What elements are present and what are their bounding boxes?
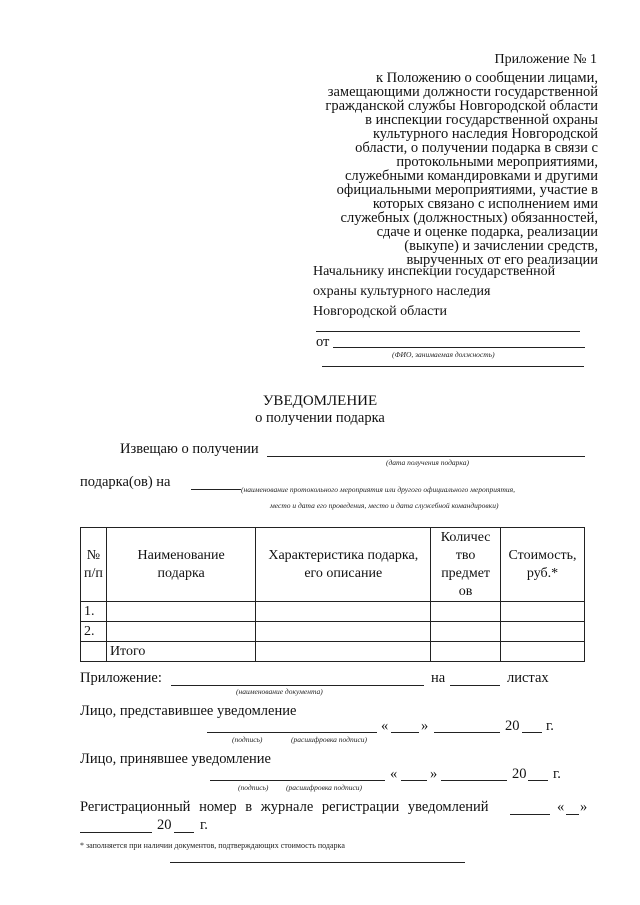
header-name: Наименование подарка: [106, 528, 255, 602]
appendix-line: служебных (должностных) обязанностей,: [340, 210, 598, 226]
appendix-line: к Положению о сообщении лицами,: [375, 70, 598, 86]
gift-date-field[interactable]: [267, 456, 585, 457]
attachment-doc-field[interactable]: [171, 685, 424, 686]
appendix-title: Приложение № 1: [494, 52, 597, 67]
event-hint-1: (наименование протокольного мероприятия или другого официального мероприятия,: [241, 485, 516, 494]
inform-label: Извещаю о получении: [120, 441, 259, 457]
registration-year-suffix: г.: [200, 817, 208, 833]
from-field-extra[interactable]: [322, 366, 584, 367]
registration-day-field[interactable]: [566, 814, 579, 815]
row-number: 2.: [81, 622, 107, 642]
registration-quote-close: »: [580, 799, 588, 815]
event-hint-2: место и дата его проведения, место и дата служебной командировки): [270, 501, 499, 510]
registration-month-field[interactable]: [80, 832, 152, 833]
from-hint: (ФИО, занимаемая должность): [392, 350, 495, 359]
registration-year-prefix: 20: [157, 817, 172, 833]
from-label: от: [316, 334, 330, 350]
receiver-year-prefix: 20: [512, 766, 527, 782]
registration-label: Регистрационный номер в журнале регистрации уведомлений: [80, 799, 489, 815]
footnote: * заполняется при наличии документов, подтверждающих стоимость подарка: [80, 841, 345, 850]
appendix-line: вырученных от его реализации: [406, 252, 598, 268]
gift-date-hint: (дата получения подарка): [386, 458, 469, 467]
registration-number-field[interactable]: [510, 814, 550, 815]
submitter-label: Лицо, представившее уведомление: [80, 703, 297, 719]
footer-rule: [170, 862, 465, 863]
receiver-label: Лицо, принявшее уведомление: [80, 751, 271, 767]
cell-quantity[interactable]: [431, 602, 501, 622]
receiver-quote-open: «: [390, 766, 398, 782]
receiver-year-suffix: г.: [553, 766, 561, 782]
table-row: [81, 602, 585, 622]
receiver-signature-hint: (подпись): [238, 783, 269, 792]
receiver-quote-close: »: [430, 766, 438, 782]
notice-subtitle: о получении подарка: [255, 410, 385, 426]
total-empty-cell: [81, 642, 107, 662]
submitter-quote-close: »: [421, 718, 429, 734]
cell-cost[interactable]: [501, 602, 585, 622]
header-description: Характеристика подарка, его описание: [256, 528, 431, 602]
cell-quantity[interactable]: [431, 622, 501, 642]
submitter-year-prefix: 20: [505, 718, 520, 734]
submitter-decode-hint: (расшифровка подписи): [291, 735, 368, 744]
gifts-table: [80, 527, 585, 662]
addressee-line: охраны культурного наследия: [313, 284, 491, 299]
addressee-line: Новгородской области: [313, 304, 447, 319]
header-quantity: Количес тво предмет ов: [431, 528, 501, 602]
appendix-line: гражданской службы Новгородской области: [325, 98, 598, 114]
submitter-year-field[interactable]: [522, 732, 542, 733]
submitter-month-field[interactable]: [434, 732, 500, 733]
cell-cost[interactable]: [501, 622, 585, 642]
receiver-day-field[interactable]: [401, 780, 427, 781]
appendix-line: области, о получении подарка в связи с: [355, 140, 598, 156]
submitter-signature-field[interactable]: [207, 732, 377, 733]
gifts-on-label: подарка(ов) на: [80, 474, 171, 490]
from-field[interactable]: [333, 347, 585, 348]
attachment-sheets-field[interactable]: [450, 685, 500, 686]
submitter-day-field[interactable]: [391, 732, 419, 733]
attachment-doc-hint: (наименование документа): [236, 687, 323, 696]
total-cost[interactable]: [501, 642, 585, 662]
attachment-label: Приложение:: [80, 670, 162, 686]
cell-name[interactable]: [106, 622, 255, 642]
attachment-sheets-label: листах: [507, 670, 549, 686]
appendix-text: [268, 71, 598, 267]
submitter-year-suffix: г.: [546, 718, 554, 734]
appendix-line: (выкупе) и зачислении средств,: [404, 238, 598, 254]
addressee-line: Начальнику инспекции государственной: [313, 264, 556, 279]
cell-description[interactable]: [256, 602, 431, 622]
header-cost: Стоимость, руб.*: [501, 528, 585, 602]
receiver-month-field[interactable]: [441, 780, 507, 781]
registration-year-field[interactable]: [174, 832, 194, 833]
total-quantity[interactable]: [431, 642, 501, 662]
addressee: [313, 262, 613, 322]
appendix-line: культурного наследия Новгородской: [372, 126, 598, 142]
appendix-line: которых связано с исполнением ими: [372, 196, 598, 212]
notice-title: УВЕДОМЛЕНИЕ: [262, 393, 378, 409]
table-row: [81, 622, 585, 642]
receiver-decode-hint: (расшифровка подписи): [286, 783, 363, 792]
event-field[interactable]: [191, 489, 241, 490]
table-total-row: [81, 642, 585, 662]
registration-quote-open: «: [557, 799, 565, 815]
total-label: Итого: [106, 642, 255, 662]
appendix-line: в инспекции государственной охраны: [365, 112, 598, 128]
table-header-row: [81, 528, 585, 602]
cell-description[interactable]: [256, 622, 431, 642]
total-description[interactable]: [256, 642, 431, 662]
appendix-line: служебными командировками и другими: [344, 168, 598, 184]
submitter-signature-hint: (подпись): [232, 735, 263, 744]
appendix-line: сдаче и оценке подарка, реализации: [376, 224, 598, 240]
submitter-quote-open: «: [381, 718, 389, 734]
appendix-line: протокольными мероприятиями,: [396, 154, 598, 170]
header-num: № п/п: [81, 528, 107, 602]
appendix-line: замещающими должности государственной: [327, 84, 598, 100]
attachment-on-label: на: [431, 670, 446, 686]
receiver-signature-field[interactable]: [210, 780, 385, 781]
addressee-blank-line[interactable]: [316, 331, 580, 332]
appendix-line: официальными мероприятиями, участие в: [336, 182, 598, 198]
cell-name[interactable]: [106, 602, 255, 622]
row-number: 1.: [81, 602, 107, 622]
receiver-year-field[interactable]: [528, 780, 548, 781]
